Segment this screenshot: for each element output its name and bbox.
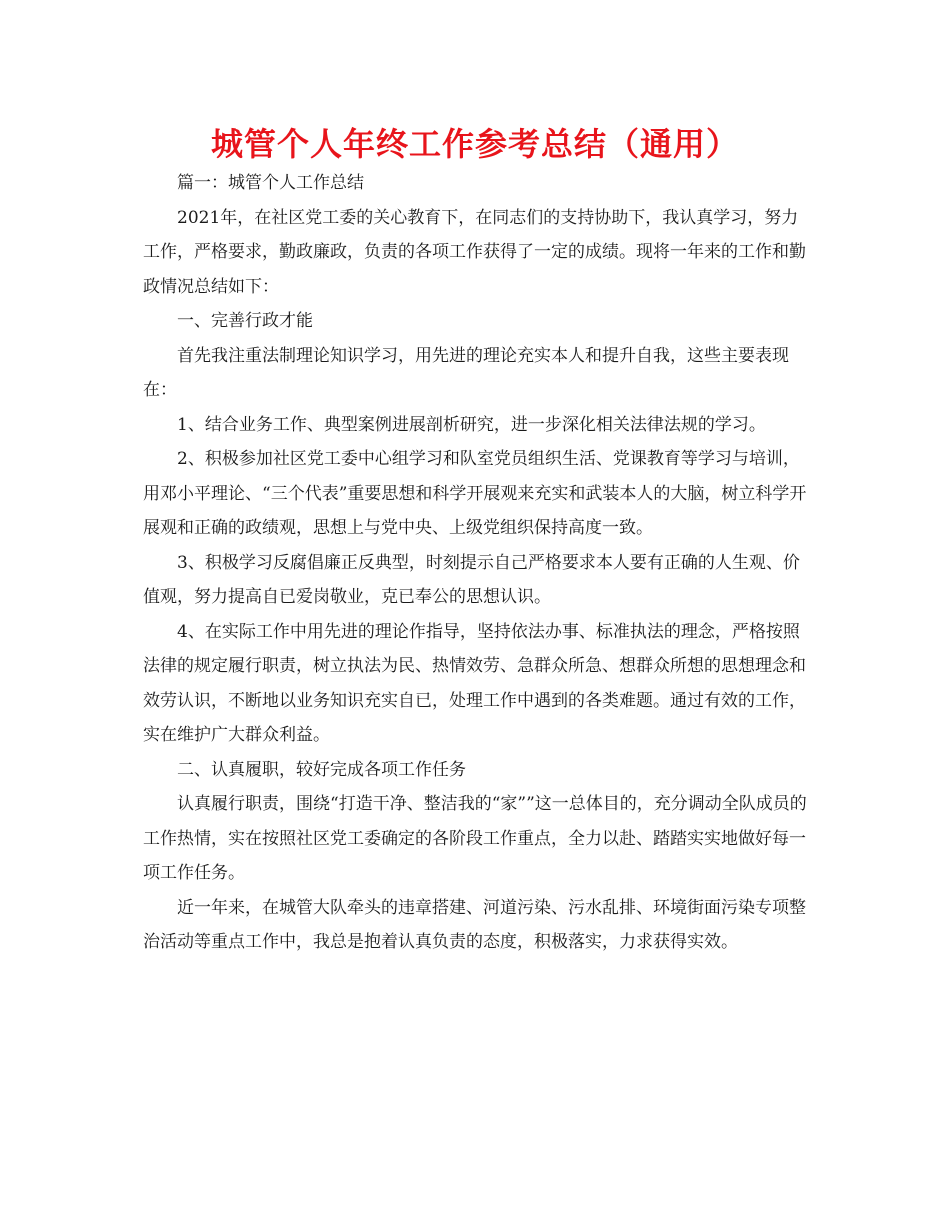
document-body [143, 166, 813, 960]
section-heading: 一、完善行政才能 [177, 311, 313, 331]
list-item: 3、积极学习反腐倡廉正反典型，时刻提示自己严格要求本人要有正确的人生观、价值观，努力提高自已爱岗敬业，克已奉公的思想认识。 [143, 552, 800, 607]
section-heading: 二、认真履职，较好完成各项工作任务 [177, 759, 466, 780]
document-title: 城管个人年终工作参考总结（通用） [210, 125, 739, 163]
list-item: 1、结合业务工作、典型案例进展剖析研究，进一步深化相关法律法规的学习。 [177, 414, 766, 435]
paragraph: 近一年来，在城管大队牵头的违章搭建、河道污染、污水乱排、环境街面污染专项整治活动等重点工作中，我总是抱着认真负责的态度，积极落实，力求获得实效。 [143, 897, 806, 952]
paragraph: 首先我注重法制理论知识学习，用先进的理论充实本人和提升自我，这些主要表现在： [143, 345, 789, 400]
paragraph: 认真履行职责，围绕“打造干净、整洁我的“家””这一总体目的，充分调动全队成员的工作热情，实在按照社区党工委确定的各阶段工作重点，全力以赴、踏踏实实地做好每一项工作任务。 [143, 794, 807, 883]
list-item: 2、积极参加社区党工委中心组学习和队室党员组织生活、党课教育等学习与培训，用邓小平理论、“三个代表”重要思想和科学开展观来充实和武装本人的大脑，树立科学开展观和正确的政绩观，思想上与党中央、上级党组织保持高度一致。 [143, 449, 807, 538]
paragraph: 2021年，在社区党工委的关心教育下，在同志们的支持协助下，我认真学习，努力工作，严格要求，勤政廉政，负责的各项工作获得了一定的成绩。现将一年来的工作和勤政情况总结如下： [143, 207, 806, 297]
list-item: 4、在实际工作中用先进的理论作指导，坚持依法办事、标准执法的理念，严格按照法律的规定履行职责，树立执法为民、热情效劳、急群众所急、想群众所想的思想理念和效劳认识，不断地以业务知识充实自已，处理工作中遇到的各类难题。通过有效的工作，实在维护广大群众利益。 [143, 621, 806, 745]
section-heading: 篇一：城管个人工作总结 [177, 173, 364, 193]
